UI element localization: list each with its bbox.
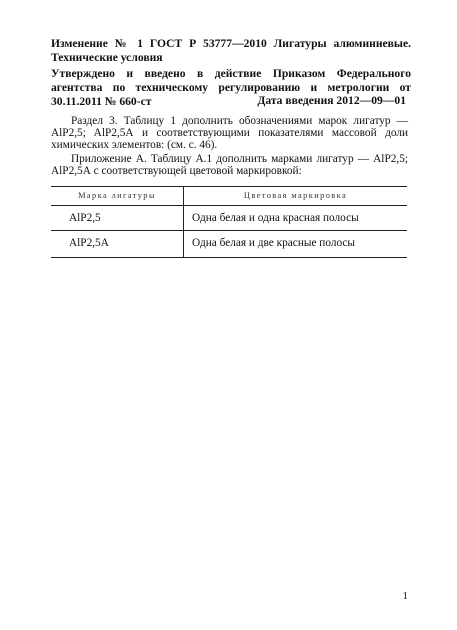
table-cell-color-marking: Одна белая и одна красная полосы: [192, 212, 359, 224]
amendment-title: Изменение № 1 ГОСТ Р 53777—2010 Лигатуры алюминиевые. Технические условия: [51, 37, 411, 64]
paragraph-section-3: Раздел 3. Таблицу 1 дополнить обозначениями марок лигатур — AlP2,5; AlP2,5А и соответствующими показателями массовой доли химических элементов: (см. с. 46).: [51, 115, 408, 152]
table-row: [51, 206, 407, 230]
page-number: 1: [402, 590, 408, 602]
table-header-grade: Марка лигатуры: [78, 191, 156, 200]
approval-statement: Утверждено и введено в действие Приказом Федерального агентства по техническому регулированию и метрологии от 30.11.2011 № 660-ст: [51, 67, 411, 108]
table-row: [51, 231, 407, 255]
table-cell-grade: AlP2,5: [69, 212, 101, 224]
table-cell-color-marking: Одна белая и две красные полосы: [192, 237, 356, 249]
table-cell-grade: AlP2,5А: [69, 237, 109, 249]
paragraph-appendix-a: Приложение А. Таблицу А.1 дополнить марками лигатур — AlP2,5; AlP2,5А с соответствующей цветовой маркировкой:: [51, 153, 408, 178]
effective-date: Дата введения 2012—09—01: [257, 94, 406, 107]
table-header-color-marking: Цветовая маркировка: [243, 191, 348, 200]
color-marking-table: [51, 186, 407, 258]
